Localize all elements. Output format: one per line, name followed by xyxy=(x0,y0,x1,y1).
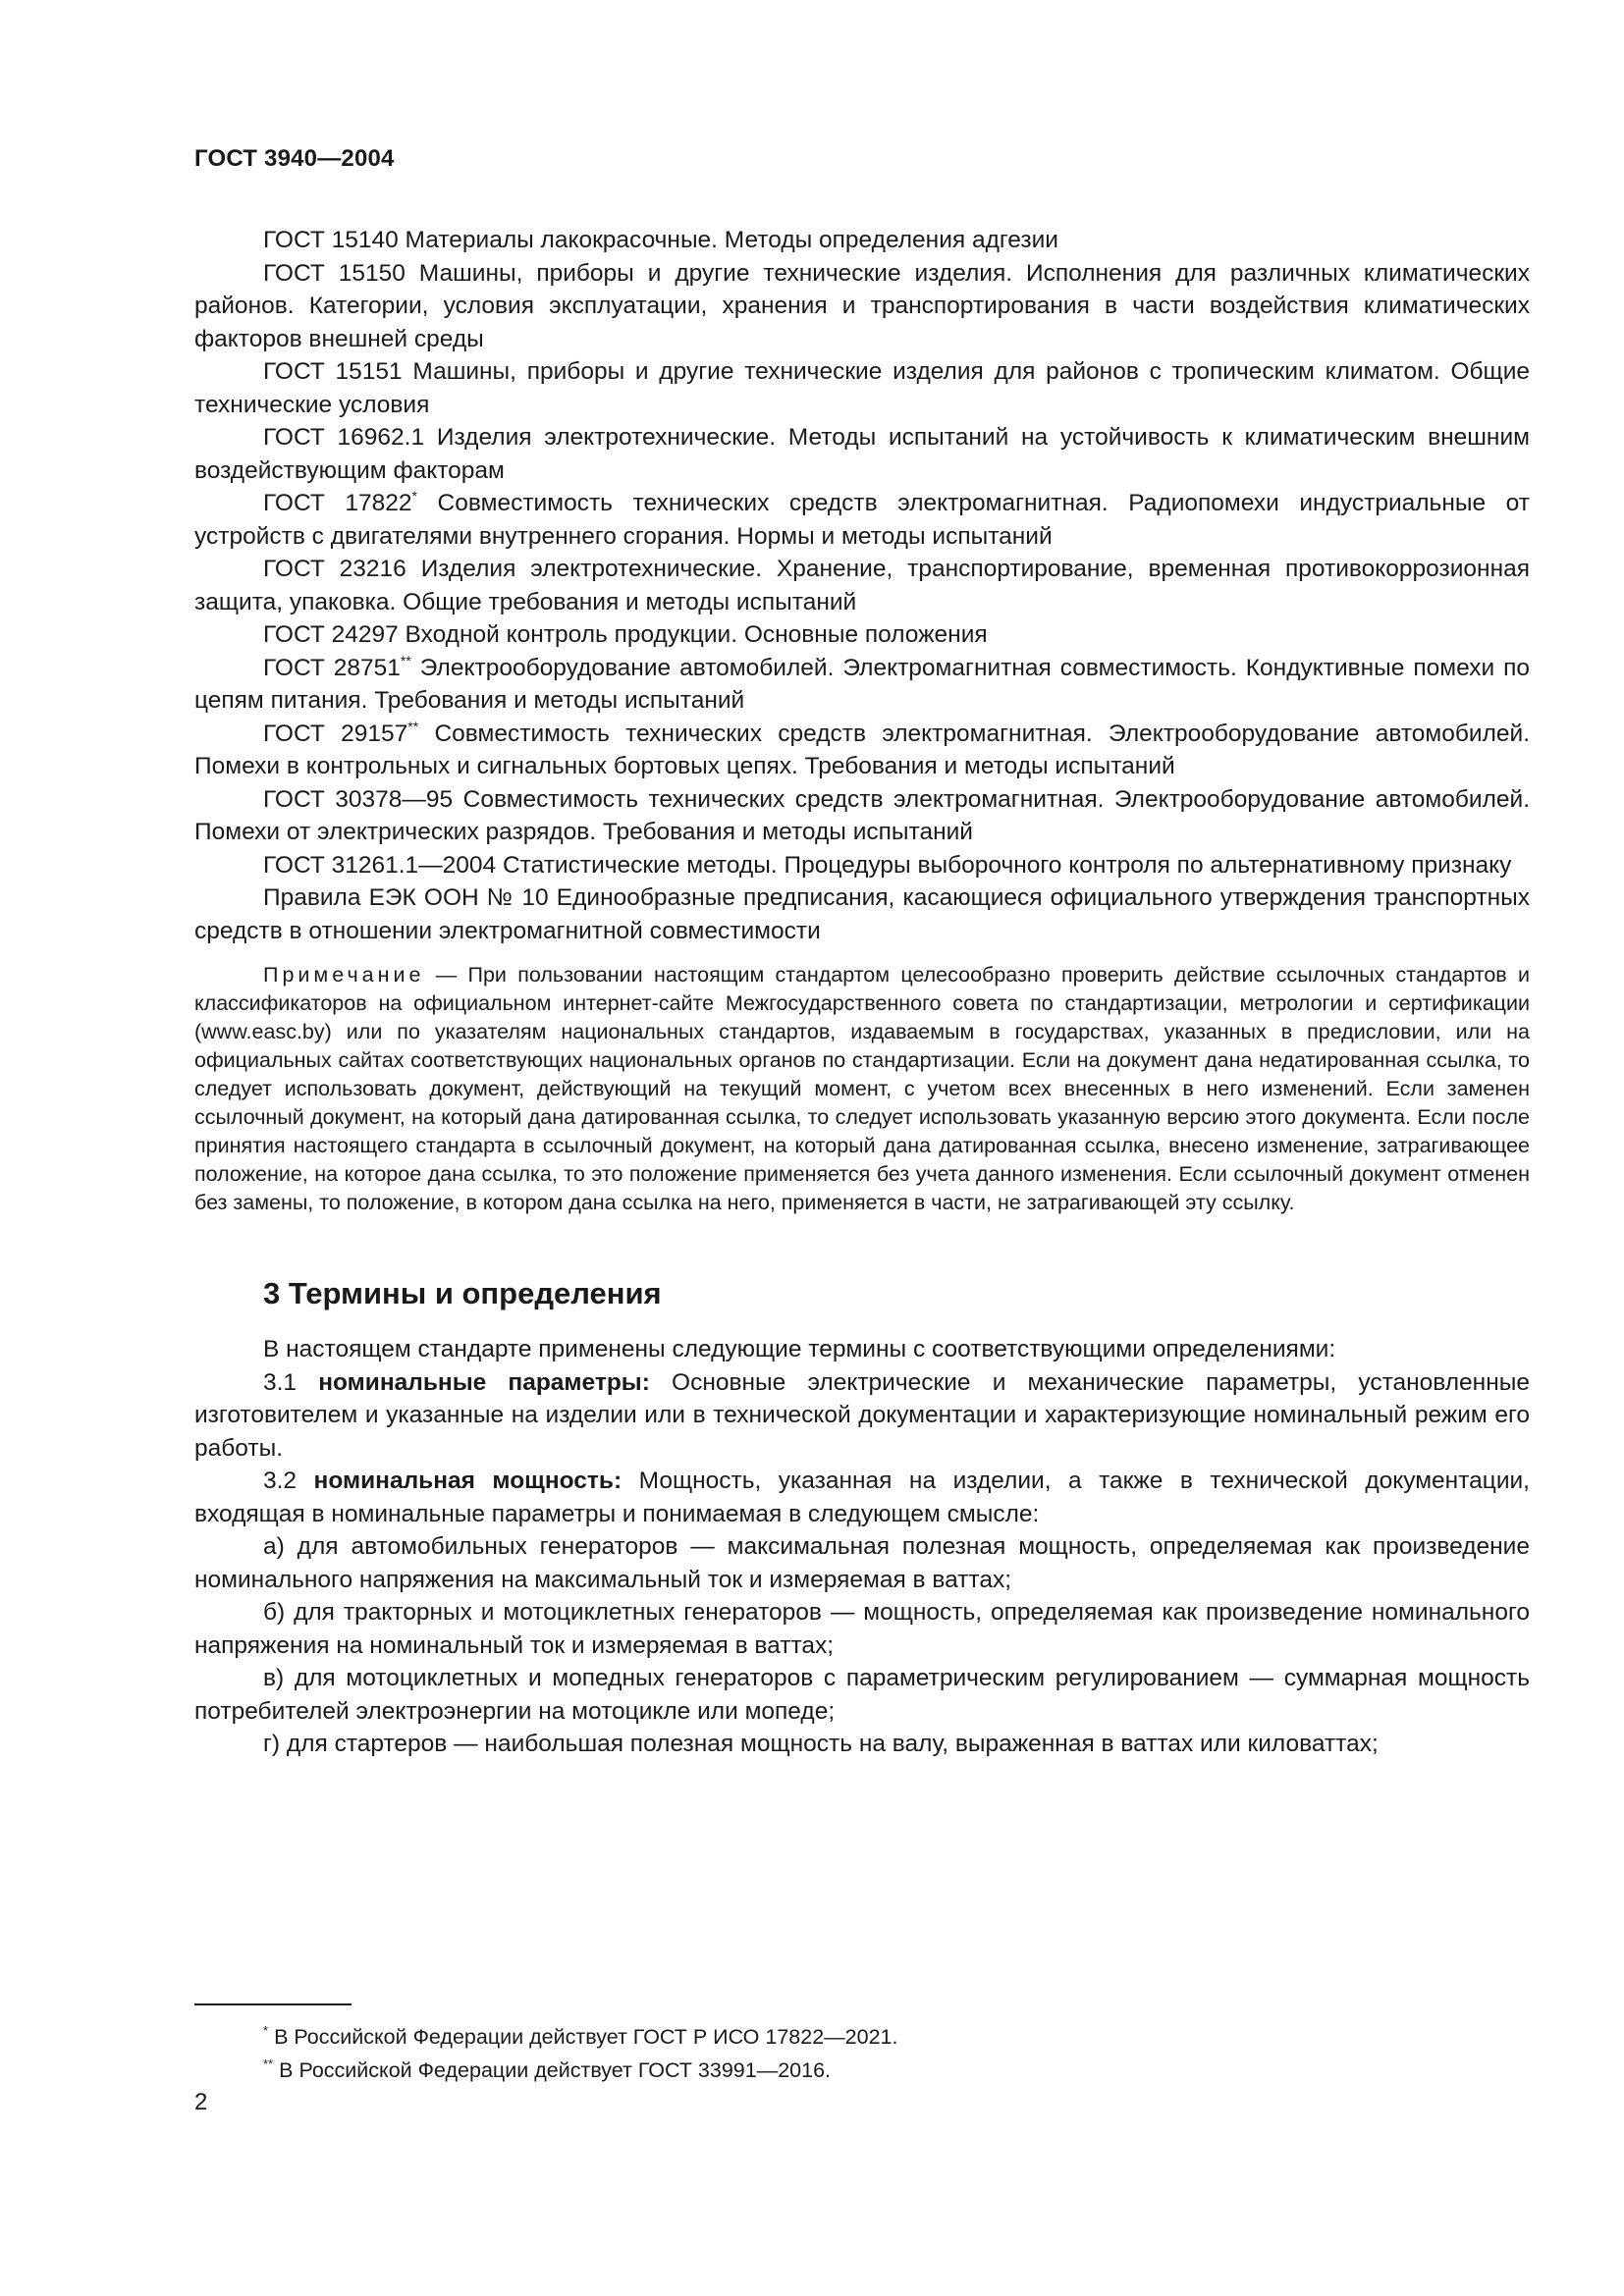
ref-gost-16962-1: ГОСТ 16962.1 Изделия электротехнические. Методы испытаний на устойчивость к климатическим внешним воздействующим факторам xyxy=(194,424,1530,484)
section-3-intro: В настоящем стандарте применены следующие термины с соответствующими определениями: xyxy=(263,1336,1336,1362)
ref-gost-28751: ГОСТ 28751** Электрооборудование автомобилей. Электромагнитная совместимость. Кондуктивные помехи по цепям питания. Требования и методы испытаний xyxy=(194,652,1530,714)
footnote-mark: ** xyxy=(400,652,411,668)
ref-gost-17822: ГОСТ 17822* Совместимость технических средств электромагнитная. Радиопомехи индустриальные от устройств с двигателями внутреннего сгорания. Нормы и методы испытаний xyxy=(194,488,1530,550)
document-header: ГОСТ 3940—2004 xyxy=(194,145,395,172)
list-item-v: в) для мотоциклетных и мопедных генераторов с параметрическим регулированием — суммарная мощность потребителей электроэнергии на мотоцикле или мопеде; xyxy=(194,1665,1530,1725)
footnote-2: ** В Российской Федерации действует ГОСТ 33991—2016. xyxy=(263,2056,832,2082)
footnote-mark: * xyxy=(263,2023,269,2038)
ref-gost-29157: ГОСТ 29157** Совместимость технических средств электромагнитная. Электрооборудование автомобилей. Помехи в контрольных и сигнальных бортовых цепях. Требования и методы испытаний xyxy=(194,718,1530,779)
page-body xyxy=(194,224,1530,1761)
footnote-mark: * xyxy=(411,488,417,504)
footnote-mark: ** xyxy=(407,718,419,734)
note-paragraph: Примечание — При пользовании настоящим стандартом целесообразно проверить действие ссылочных стандартов и классификаторов на официальном интернет-сайте Межгосударственного совета по стандартизации, метрологии и сертификации (www.easc.by) или по указателям национальных стандартов, издаваемым в государствах, указанных в предисловии, или на официальных сайтах соответствующих национальных органов по стандартизации. Если на документ дана недатированная ссылка, то следует использовать документ, действующий на текущий момент, с учетом всех внесенных в него изменений. Если заменен ссылочный документ, на который дана датированная ссылка, то следует использовать указанную версию этого документа. Если после принятия настоящего стандарта в ссылочный документ, на который дана датированная ссылка, внесено изменение, затрагивающее положение, на которое дана ссылка, то это положение применяется без учета данного изменения. Если ссылочный документ отменен без замены, то положение, в котором дана ссылка на него, применяется в части, не затрагивающей эту ссылку. xyxy=(194,963,1530,1214)
ref-unece-rule-10: Правила ЕЭК ООН № 10 Единообразные предписания, касающиеся официального утверждения транспортных средств в отношении электромагнитной совместимости xyxy=(194,884,1530,944)
footnote-1: * В Российской Федерации действует ГОСТ Р ИСО 17822—2021. xyxy=(263,2023,898,2049)
page-number: 2 xyxy=(194,2089,208,2115)
ref-gost-31261-1: ГОСТ 31261.1—2004 Статистические методы. Процедуры выборочного контроля по альтернативному признаку xyxy=(263,851,1512,879)
ref-gost-15150: ГОСТ 15150 Машины, приборы и другие технические изделия. Исполнения для различных климатических районов. Категории, условия эксплуатации, хранения и транспортирования в части воздействия климатических факторов внешней среды xyxy=(194,259,1530,352)
ref-gost-30378: ГОСТ 30378—95 Совместимость технических средств электромагнитная. Электрооборудование автомобилей. Помехи от электрических разрядов. Требования и методы испытаний xyxy=(194,785,1531,845)
term-3-1: 3.1 номинальные параметры: Основные электрические и механические параметры, установленные изготовителем и указанные на изделии или в технической документации и характеризующие номинальный режим его работы. xyxy=(194,1368,1530,1462)
ref-gost-24297: ГОСТ 24297 Входной контроль продукции. Основные положения xyxy=(263,621,988,648)
ref-gost-15151: ГОСТ 15151 Машины, приборы и другие технические изделия для районов с тропическим климатом. Общие технические условия xyxy=(194,358,1531,418)
footnote-divider xyxy=(194,2003,352,2005)
term-name: номинальные параметры: xyxy=(318,1368,650,1396)
term-name: номинальная мощность: xyxy=(313,1468,623,1494)
ref-gost-15140: ГОСТ 15140 Материалы лакокрасочные. Методы определения адгезии xyxy=(263,227,1058,253)
list-item-b: б) для тракторных и мотоциклетных генераторов — мощность, определяемая как произведение номинального напряжения на номинальный ток и измеряемая в ваттах; xyxy=(194,1599,1530,1659)
term-3-2: 3.2 номинальная мощность: Мощность, указанная на изделии, а также в технической документации, входящая в номинальные параметры и понимаемая в следующем смысле: xyxy=(194,1468,1530,1527)
ref-gost-23216: ГОСТ 23216 Изделия электротехнические. Хранение, транспортирование, временная противокоррозионная защита, упаковка. Общие требования и методы испытаний xyxy=(194,556,1530,615)
footnote-mark: ** xyxy=(263,2056,274,2071)
note-label: Примечание xyxy=(263,963,425,987)
list-item-a: а) для автомобильных генераторов — максимальная полезная мощность, определяемая как произведение номинального напряжения на максимальный ток и измеряемая в ваттах; xyxy=(194,1533,1530,1593)
section-3-title: 3 Термины и определения xyxy=(263,1276,662,1310)
list-item-g: г) для стартеров — наибольшая полезная мощность на валу, выраженная в ваттах или киловаттах; xyxy=(263,1731,1379,1757)
footnotes xyxy=(194,2020,1530,2087)
